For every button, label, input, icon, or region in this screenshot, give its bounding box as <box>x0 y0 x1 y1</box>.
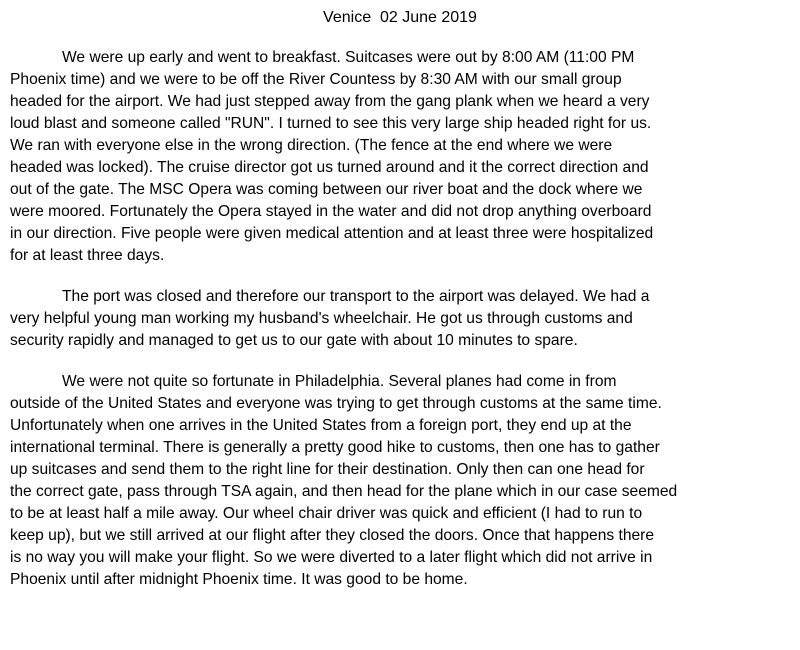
text-line: headed for the airport. We had just stepped away from the gang plank when we heard a very <box>10 93 650 110</box>
text-line: The port was closed and therefore our transport to the airport was delayed. We had a <box>62 288 650 305</box>
text-line: in our direction. Five people were given medical attention and at least three were hospitalized <box>10 225 654 242</box>
paragraph-1 <box>10 47 790 267</box>
text-line: very helpful young man working my husband's wheelchair. He got us through customs and <box>10 310 633 327</box>
text-line: headed was locked). The cruise director got us turned around and it the correct direction and <box>10 159 649 176</box>
text-line: Phoenix time) and we were to be off the River Countess by 8:30 AM with our small group <box>10 71 622 88</box>
text-line: loud blast and someone called "RUN". I turned to see this very large ship headed right for us. <box>10 115 652 132</box>
text-line: security rapidly and managed to get us to our gate with about 10 minutes to spare. <box>10 332 578 349</box>
text-line: We ran with everyone else in the wrong direction. (The fence at the end where we were <box>10 137 613 154</box>
text-line: international terminal. There is generally a pretty good hike to customs, then one has to gather <box>10 439 660 456</box>
paragraph-2 <box>10 286 790 352</box>
paragraph-3 <box>10 371 790 591</box>
text-line: is no way you will make your flight. So we were diverted to a later flight which did not arrive in <box>10 549 653 566</box>
text-line: We were not quite so fortunate in Philadelphia. Several planes had come in from <box>62 373 617 390</box>
text-line: Unfortunately when one arrives in the United States from a foreign port, they end up at the <box>10 417 632 434</box>
text-line: to be at least half a mile away. Our wheel chair driver was quick and efficient (I had to run to <box>10 505 643 522</box>
text-line: keep up), but we still arrived at our flight after they closed the doors. Once that happens there <box>10 527 655 544</box>
text-line: were moored. Fortunately the Opera stayed in the water and did not drop anything overboard <box>10 203 652 220</box>
text-line: Phoenix until after midnight Phoenix time. It was good to be home. <box>10 571 468 588</box>
text-line: out of the gate. The MSC Opera was coming between our river boat and the dock where we <box>10 181 643 198</box>
document-title: Venice 02 June 2019 <box>323 9 477 26</box>
text-line: up suitcases and send them to the right line for their destination. Only then can one head for <box>10 461 645 478</box>
text-line: outside of the United States and everyone was trying to get through customs at the same time. <box>10 395 662 412</box>
text-line: We were up early and went to breakfast. Suitcases were out by 8:00 AM (11:00 PM <box>62 49 635 66</box>
text-line: the correct gate, pass through TSA again, and then head for the plane which in our case seemed <box>10 483 678 500</box>
text-line: for at least three days. <box>10 247 165 264</box>
